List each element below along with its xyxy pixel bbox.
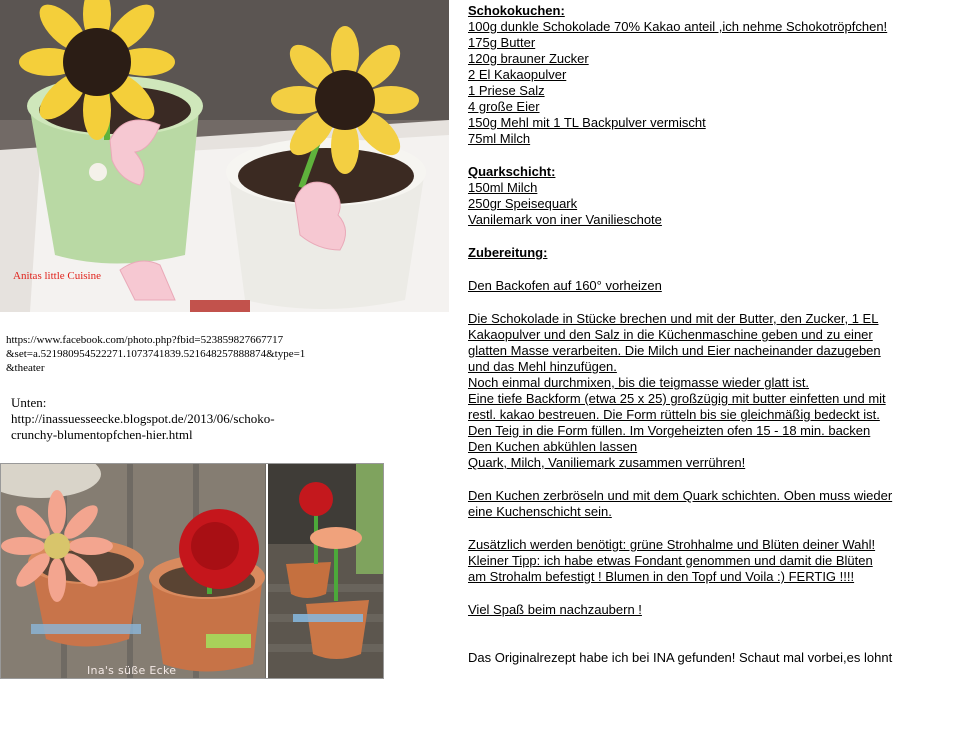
ingredient-line: Vanilemark von iner Vanilieschote: [468, 212, 662, 227]
ingredient-line: 175g Butter: [468, 35, 536, 50]
facebook-link-line: https://www.facebook.com/photo.php?fbid=523859827667717: [6, 334, 284, 346]
step-line: Zusätzlich werden benötigt: grüne Strohhalme und Blüten deiner Wahl!: [468, 537, 876, 552]
facebook-link-line: &set=a.521980954522271.1073741839.521648257888874&type=1: [6, 348, 306, 360]
ingredient-line: 2 El Kakaopulver: [468, 67, 567, 82]
step-line: Kakaopulver und den Salz in die Küchenmaschine geben und zu einer: [468, 327, 873, 342]
facebook-link-line: &theater: [6, 362, 45, 374]
ingredient-line: 250gr Speisequark: [468, 196, 578, 211]
footer-note: Das Originalrezept habe ich bei INA gefunden! Schaut mal vorbei,es lohnt: [468, 650, 893, 665]
step-line: restl. kakao bestreuen. Die Form rütteln bis sie gleichmäßig bedeckt ist.: [468, 407, 880, 422]
step-line: Quark, Milch, Vaniliemark zusammen verrühren!: [468, 455, 746, 470]
step-line: Noch einmal durchmixen, bis die teigmasse wieder glatt ist.: [468, 375, 810, 390]
closing-line: Viel Spaß beim nachzaubern !: [468, 602, 642, 617]
step-line: Kleiner Tipp: ich habe etwas Fondant genommen und damit die Blüten: [468, 553, 873, 568]
top-photo-caption: Anitas little Cuisine: [13, 270, 101, 282]
heading-zubereitung: Zubereitung:: [468, 245, 548, 260]
heading-quarkschicht: Quarkschicht:: [468, 164, 556, 179]
step-line: Den Kuchen zerbröseln und mit dem Quark schichten. Oben muss wieder: [468, 488, 893, 503]
flower-pots-photo: [0, 463, 384, 679]
ingredient-line: 4 große Eier: [468, 99, 540, 114]
ingredient-line: 120g brauner Zucker: [468, 51, 589, 66]
step-line: Den Backofen auf 160° vorheizen: [468, 278, 662, 293]
blog-link-line: http://inassuesseecke.blogspot.de/2013/06/schoko-: [11, 411, 275, 426]
ingredient-line: 150g Mehl mit 1 TL Backpulver vermischt: [468, 115, 706, 130]
step-line: Die Schokolade in Stücke brechen und mit der Butter, den Zucker, 1 EL: [468, 311, 879, 326]
facebook-source-link[interactable]: [6, 333, 426, 375]
ingredient-line: 1 Priese Salz: [468, 83, 545, 98]
step-line: am Strohalm befestigt ! Blumen in den Topf und Voila :) FERTIG !!!!: [468, 569, 855, 584]
flower-pots-illustration: [1, 464, 384, 679]
blog-link-line: crunchy-blumentopfchen-hier.html: [11, 427, 193, 442]
heading-schokokuchen: Schokokuchen:: [468, 3, 565, 18]
ingredient-line: 150ml Milch: [468, 180, 538, 195]
step-line: Den Teig in die Form füllen. Im Vorgeheizten ofen 15 - 18 min. backen: [468, 423, 871, 438]
bottom-photo-caption: Ina's süße Ecke: [87, 664, 177, 677]
step-line: Den Kuchen abkühlen lassen: [468, 439, 638, 454]
step-line: und das Mehl hinzufügen.: [468, 359, 617, 374]
unten-label: Unten:: [11, 395, 47, 410]
ingredient-line: 100g dunkle Schokolade 70% Kakao anteil ,ich nehme Schokotröpfchen!: [468, 19, 888, 34]
recipe-text: [468, 3, 953, 666]
ingredient-line: 75ml Milch: [468, 131, 531, 146]
blog-source[interactable]: [11, 395, 431, 443]
step-line: glatten Masse verarbeiten. Die Milch und Eier nacheinander dazugeben: [468, 343, 881, 358]
sunflower-pots-photo: [0, 0, 449, 312]
step-line: eine Kuchenschicht sein.: [468, 504, 612, 519]
sunflower-pots-illustration: [0, 0, 449, 312]
step-line: Eine tiefe Backform (etwa 25 x 25) großzügig mit butter einfetten und mit: [468, 391, 886, 406]
